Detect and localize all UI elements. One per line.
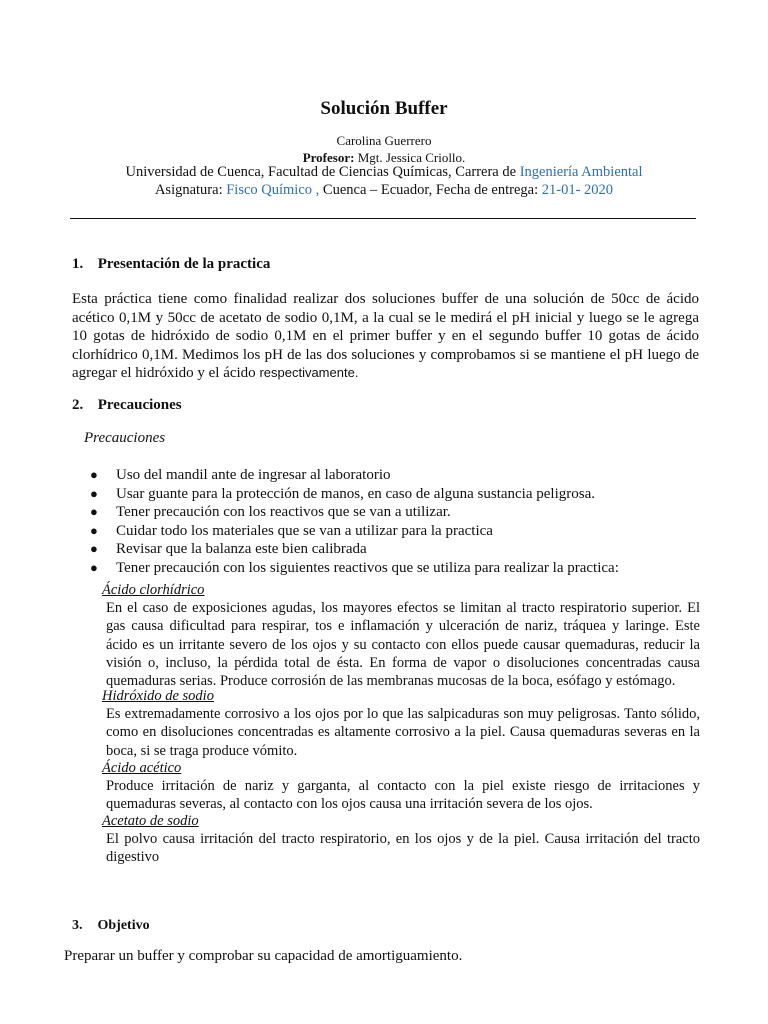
section-2-subtitle: Precauciones (84, 430, 166, 446)
subject-link[interactable]: Fisco Químico , (226, 182, 320, 198)
chemical-name: Hidróxido de sodio (102, 688, 214, 704)
chemical-description: En el caso de exposiciones agudas, los mayores efectos se limitan al tracto respiratorio superior. El gas causa dificultad para respirar, tos e inflamación y ulceración de nariz, tráquea y laringe. Este ácido es un irritante severo de los ojos y su contacto con ellos puede causar quemaduras, reducir la visión o, incluso, la pérdida total de ésta. En forma de vapor o disoluciones concentradas causa quemaduras serias. Produce corrosión de las membranas mucosas de la boca, esófago y estómago. (106, 600, 700, 690)
location-text: Cuenca – Ecuador, Fecha de entrega: (319, 182, 542, 198)
chemical-name: Ácido clorhídrico (102, 582, 205, 598)
delivery-date: 21-01- 2020 (541, 182, 614, 198)
list-item-text: Revisar que la balanza este bien calibrada (116, 541, 367, 558)
bullet-icon: ● (90, 559, 98, 575)
chemical-description: El polvo causa irritación del tracto respiratorio, en los ojos y de la piel. Causa irritación del tracto digestivo (106, 831, 700, 866)
objective-text: Preparar un buffer y comprobar su capacidad de amortiguamiento. (64, 948, 463, 964)
chemical-description: Produce irritación de nariz y garganta, al contacto con la piel existe riesgo de irritaciones y quemaduras severas, al contacto con los ojos causa una irritación severa de los ojos. (106, 778, 700, 813)
list-item-text: Usar guante para la protección de manos, en caso de alguna sustancia peligrosa. (116, 485, 595, 502)
section-3-number: 3. (72, 918, 83, 933)
subject-label: Asignatura: (154, 182, 227, 198)
chemical-name: Ácido acético (102, 760, 182, 776)
section-2-number: 2. (72, 397, 84, 413)
professor-label: Profesor: (302, 150, 355, 165)
header-divider (70, 218, 696, 219)
institution-text: Universidad de Cuenca, Facultad de Ciencias Químicas, Carrera de (125, 164, 520, 180)
chemical-acetic-acid (102, 759, 700, 814)
bullet-icon: ● (90, 467, 98, 482)
section-1-paragraph (72, 290, 699, 383)
career-link[interactable]: Ingeniería Ambiental (519, 164, 643, 180)
list-item-text: Tener precaución con los reactivos que se van a utilizar. (116, 504, 451, 521)
bullet-icon: ● (90, 485, 98, 501)
list-item-text: Uso del mandil ante de ingresar al laboratorio (116, 467, 391, 483)
author-line (0, 133, 768, 149)
list-item (88, 503, 688, 522)
list-item (88, 559, 688, 578)
section-1-number: 1. (72, 256, 84, 272)
list-item (88, 485, 688, 504)
list-item (88, 466, 688, 485)
list-item-text: Tener precaución con los siguientes reactivos que se utiliza para realizar la practica: (116, 559, 619, 576)
page-title: Solución Buffer (320, 98, 448, 119)
chemical-hcl (102, 581, 700, 690)
subject-line (0, 182, 768, 199)
bullet-icon: ● (90, 541, 98, 557)
professor-name: Mgt. Jessica Criollo. (357, 150, 466, 165)
author-name: Carolina Guerrero (336, 133, 432, 148)
chemical-sodium-acetate (102, 812, 700, 867)
section-1-text-end: respectivamente. (259, 365, 359, 381)
section-2-heading (72, 397, 182, 414)
section-3-title: Objetivo (97, 918, 150, 933)
section-2-title: Precauciones (97, 397, 182, 413)
institution-line (0, 164, 768, 181)
section-1-text: Esta práctica tiene como finalidad realizar dos soluciones buffer de una solución de 50cc de ácido acético 0,1M y 50cc de acetato de sodio 0,1M, a la cual se le medirá el pH inicial y luego se le agrega 10 gotas de hidróxido de sodio 0,1M en el primer buffer y en el segundo buffer 10 gotas de ácido clorhídrico 0,1M. Medimos los pH de las dos soluciones y comprobamos si se mantiene el pH luego de agregar el hidróxido y el ácido (72, 291, 699, 382)
section-1-heading (72, 256, 270, 273)
chemical-naoh (102, 687, 700, 760)
bullet-icon: ● (90, 522, 98, 538)
list-item (88, 522, 688, 541)
list-item (88, 540, 688, 559)
section-1-title: Presentación de la practica (97, 256, 271, 272)
chemical-name: Acetato de sodio (102, 813, 199, 829)
chemical-description: Es extremadamente corrosivo a los ojos por lo que las salpicaduras son muy peligrosas. Tanto sólido, como en disoluciones concentradas es altamente corrosivo a la piel. Causa quemaduras severas en la boca, si se traga produce vómito. (106, 706, 700, 759)
precautions-list (88, 466, 688, 578)
bullet-icon: ● (90, 504, 98, 520)
list-item-text: Cuidar todo los materiales que se van a utilizar para la practica (116, 522, 493, 539)
section-3-heading (72, 918, 150, 934)
